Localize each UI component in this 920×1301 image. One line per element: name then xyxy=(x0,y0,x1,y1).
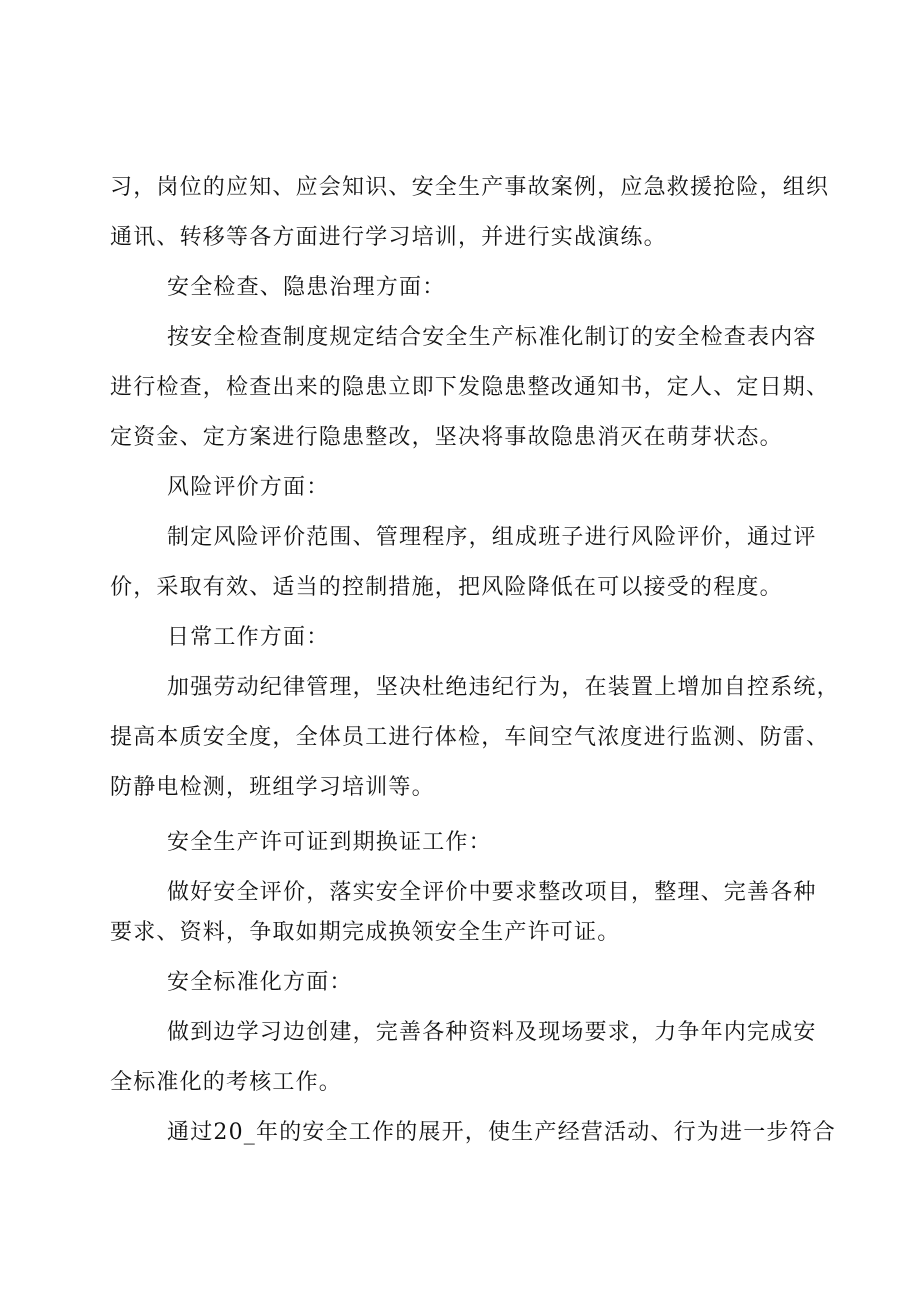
text-line: 全标准化的考核工作。 xyxy=(110,1070,343,1095)
section-heading: 安全生产许可证到期换证工作： xyxy=(167,830,492,855)
section-heading: 安全标准化方面： xyxy=(167,970,353,995)
text-line: 提高本质安全度，全体员工进行体检，车间空气浓度进行监测、防雷、 xyxy=(110,725,830,750)
text-line: 通讯、转移等各方面进行学习培训，并进行实战演练。 xyxy=(110,225,667,250)
section-heading: 风险评价方面： xyxy=(167,475,330,500)
text-line: 定资金、定方案进行隐患整改，坚决将事故隐患消灭在萌芽状态。 xyxy=(110,425,783,450)
text-line: 要求、资料，争取如期完成换领安全生产许可证。 xyxy=(110,920,621,945)
text-line: 做到边学习边创建，完善各种资料及现场要求，力争年内完成安 xyxy=(167,1020,817,1045)
section-heading: 安全检查、隐患治理方面： xyxy=(167,275,446,300)
text-line: 制定风险评价范围、管理程序，组成班子进行风险评价，通过评 xyxy=(167,525,817,550)
text-line: 进行检查，检查出来的隐患立即下发隐患整改通知书，定人、定日期、 xyxy=(110,375,830,400)
text-line: 价，采取有效、适当的控制措施，把风险降低在可以接受的程度。 xyxy=(110,575,783,600)
text-line: 防静电检测，班组学习培训等。 xyxy=(110,775,435,800)
text-line: 做好安全评价，落实安全评价中要求整改项目，整理、完善各种 xyxy=(167,880,817,905)
text-line: 习，岗位的应知、应会知识、安全生产事故案例，应急救援抢险，组织 xyxy=(110,175,830,200)
text-line: 通过20_年的安全工作的展开，使生产经营活动、行为进一步符合 xyxy=(167,1120,836,1145)
section-heading: 日常工作方面： xyxy=(167,625,330,650)
text-line: 按安全检查制度规定结合安全生产标准化制订的安全检查表内容 xyxy=(167,325,817,350)
text-line: 加强劳动纪律管理，坚决杜绝违纪行为，在装置上增加自控系统， xyxy=(167,675,840,700)
